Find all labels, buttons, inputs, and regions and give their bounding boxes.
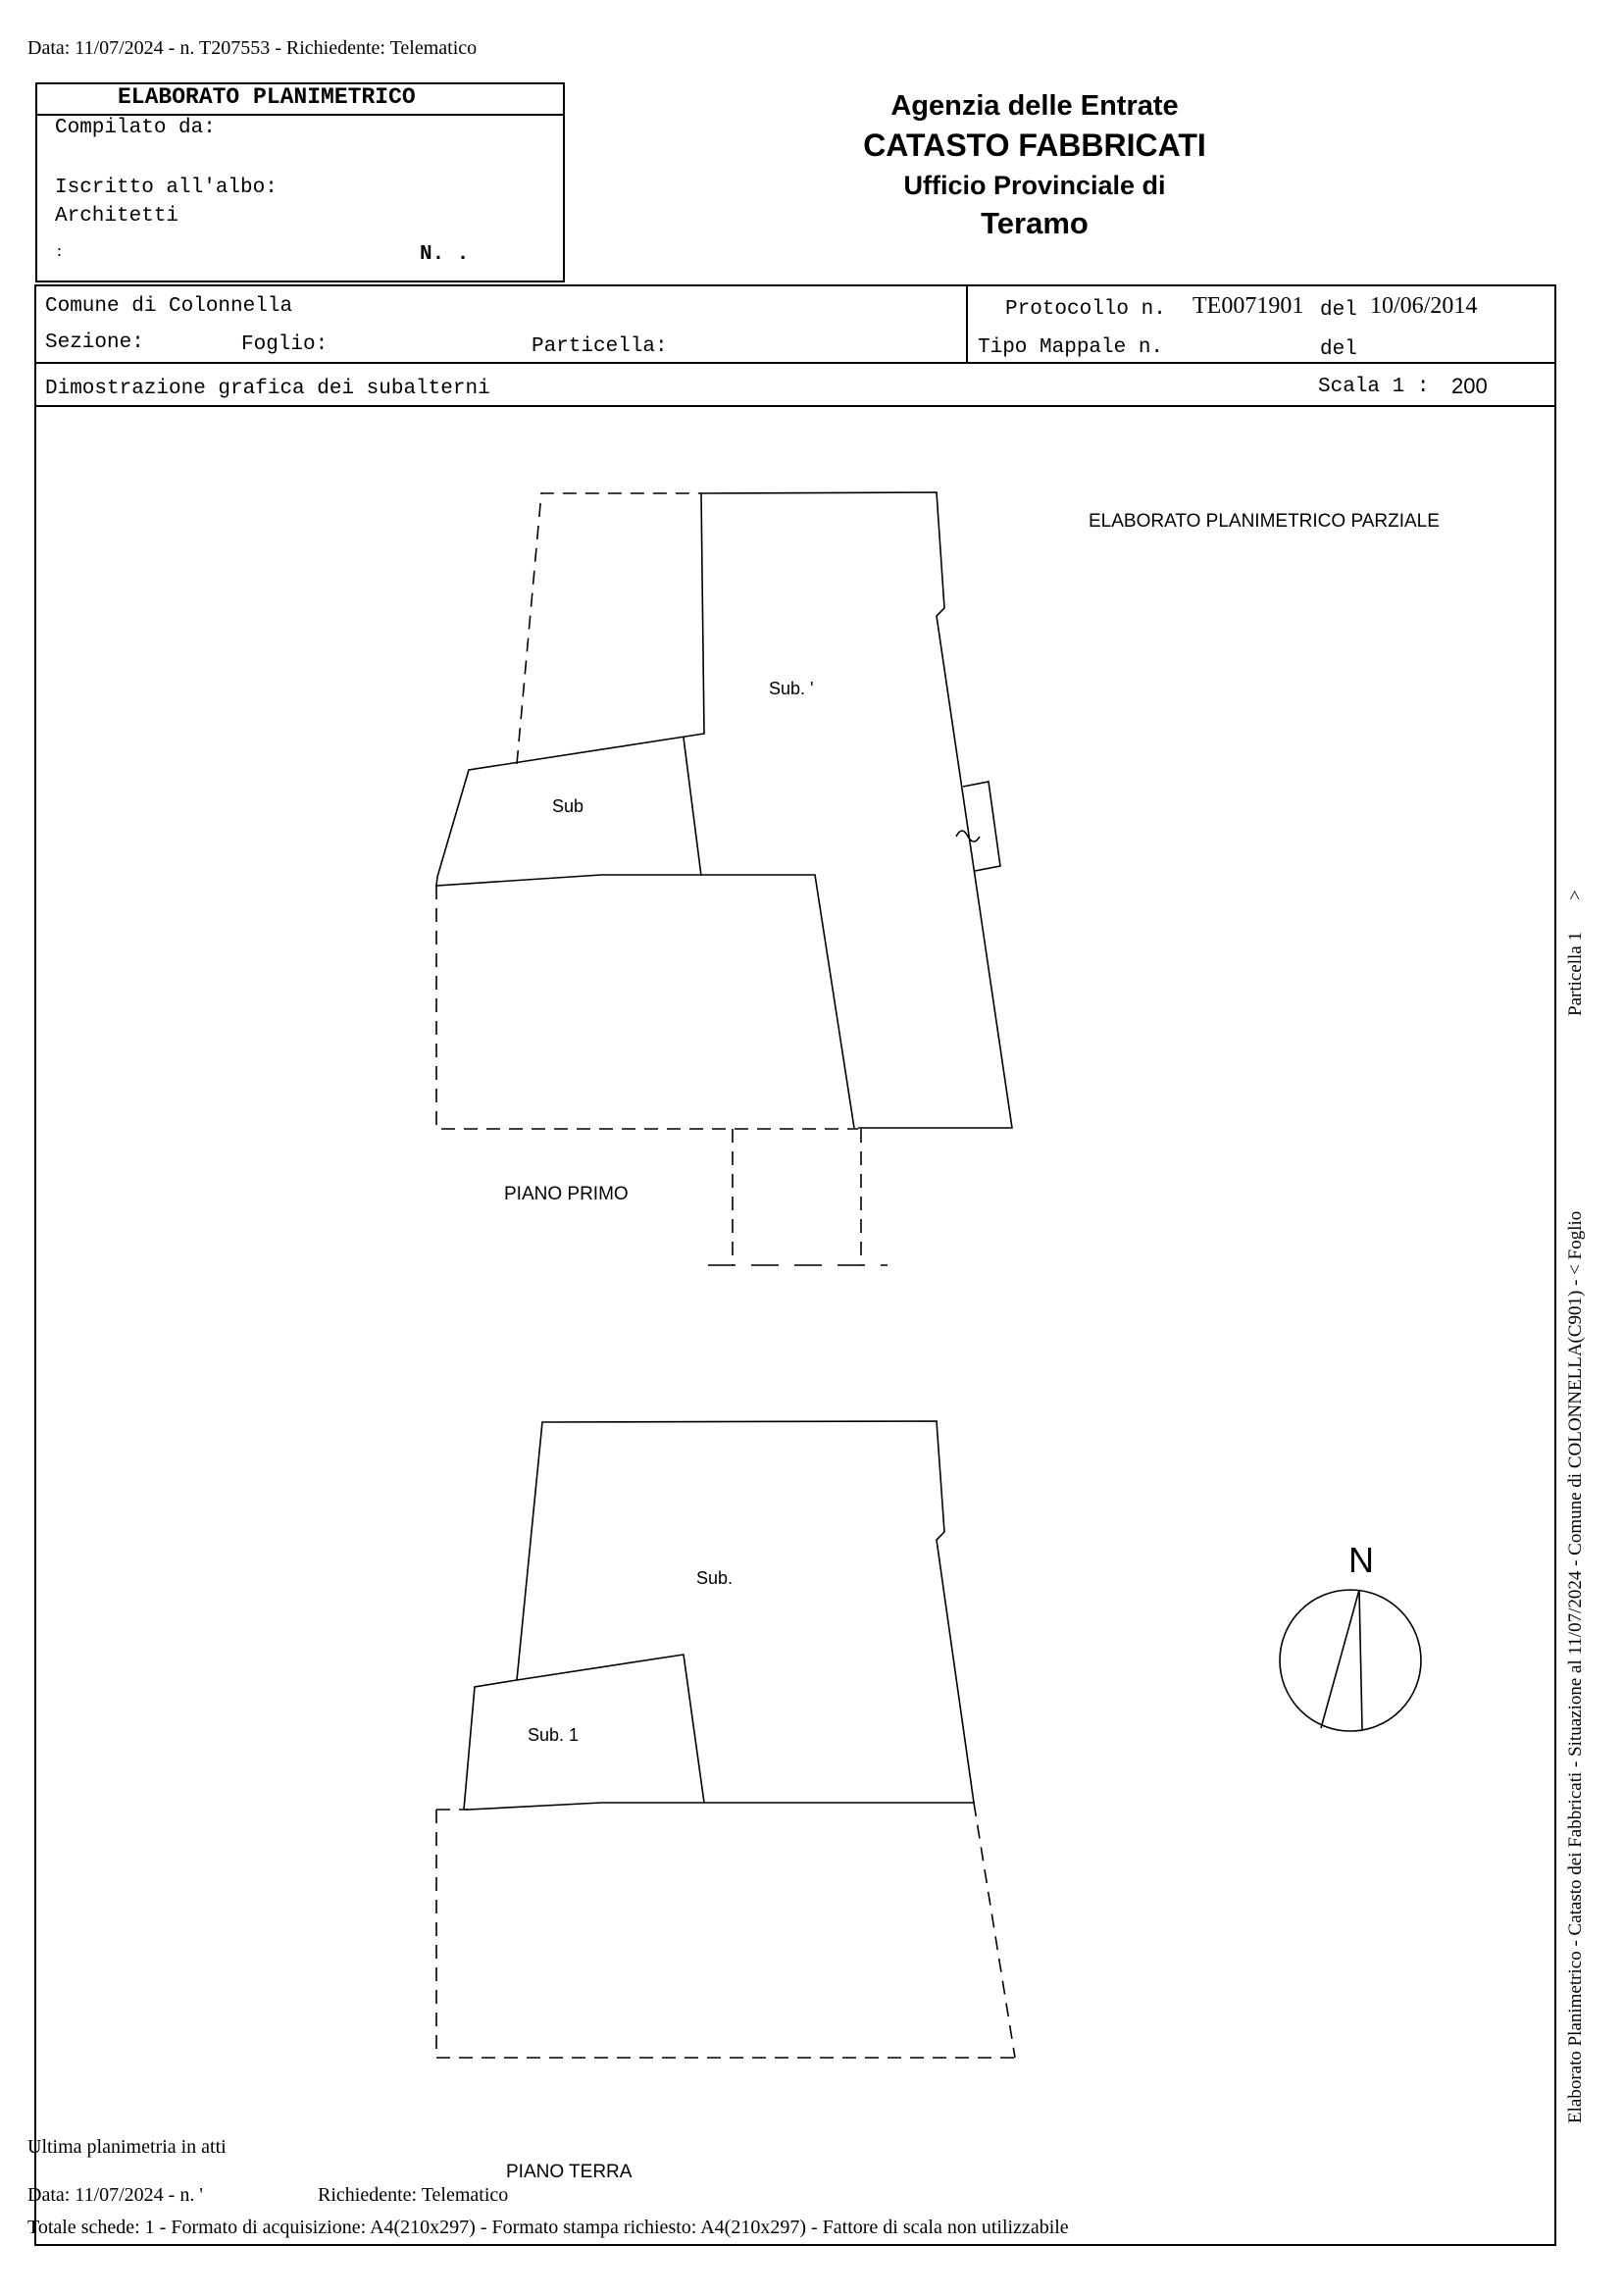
lower-divider	[464, 1655, 704, 1810]
lower-dashed-outline	[436, 1810, 1020, 2058]
upper-floor-plan	[436, 492, 1012, 1265]
side-particella-text: Particella 1	[1565, 932, 1586, 1016]
tipo-mappale-label: Tipo Mappale n.	[978, 336, 1164, 359]
north-label: N	[1348, 1540, 1374, 1580]
floor-first-label: PIANO PRIMO	[504, 1184, 629, 1204]
header-line: Data: 11/07/2024 - n. T207553 - Richiedente: Telematico	[27, 37, 478, 59]
side-divider-1	[1554, 927, 1556, 1015]
albo-value: Architetti	[55, 205, 179, 228]
foglio-label: Foglio:	[241, 333, 329, 356]
floor-ground-label: PIANO TERRA	[506, 2162, 633, 2182]
upper-balcony	[963, 782, 1000, 871]
lower-small-room	[464, 1680, 517, 1810]
particella-label: Particella:	[532, 335, 668, 358]
scala-value: 200	[1451, 374, 1488, 398]
sub-upper-small-label: Sub	[552, 796, 584, 816]
upper-divider-2	[684, 738, 701, 876]
protocollo-del-label: del	[1320, 299, 1357, 322]
side-divider-2	[1554, 1047, 1556, 2126]
sub-lower-big-label: Sub.	[696, 1568, 734, 1588]
compilato-label: Compilato da:	[55, 117, 216, 139]
comune-label: Comune di Colonnella	[45, 295, 293, 318]
side-main-text: Elaborato Planimetrico - Catasto dei Fabbricati - Situazione al 11/07/2024 - Comune di COLONNELLA(C901) - < Foglio	[1565, 1210, 1586, 2123]
n-label: N. .	[420, 243, 470, 266]
compass-needle-2	[1359, 1590, 1362, 1729]
tipo-del-label: del	[1320, 338, 1357, 361]
sub-lower-small-label: Sub. 1	[528, 1725, 580, 1745]
agency-office: Ufficio Provinciale di	[903, 171, 1166, 200]
title-box-title: ELABORATO PLANIMETRICO	[118, 84, 416, 110]
upper-left-dashed-outline	[517, 493, 701, 764]
lower-floor-plan	[436, 1421, 1020, 2058]
lower-main-outline	[517, 1421, 974, 1803]
sezione-label: Sezione:	[45, 332, 144, 354]
last-plan-label: Ultima planimetria in atti	[27, 2136, 227, 2158]
agency-city: Teramo	[981, 206, 1089, 240]
footer-data-line: Data: 11/07/2024 - n. '	[27, 2184, 203, 2206]
agency-dept: CATASTO FABBRICATI	[863, 128, 1206, 163]
lower-dashed-right	[974, 1803, 1015, 2058]
north-compass	[1280, 1590, 1421, 1731]
compass-circle	[1280, 1590, 1421, 1731]
side-arrow: >	[1565, 890, 1586, 900]
protocollo-value: TE0071901	[1193, 293, 1304, 319]
upper-lower-dashed-outline	[436, 886, 858, 1129]
iscritto-label: Iscritto all'albo:	[55, 177, 278, 199]
prov-label: :	[55, 244, 65, 261]
protocollo-date: 10/06/2014	[1370, 293, 1478, 319]
footer-richiedente: Richiedente: Telematico	[318, 2184, 509, 2206]
partial-plan-label: ELABORATO PLANIMETRICO PARZIALE	[1089, 511, 1440, 532]
dimostrazione-label: Dimostrazione grafica dei subalterni	[45, 378, 490, 400]
sub-upper-big-label: Sub. '	[769, 679, 814, 698]
footer-totals: Totale schede: 1 - Formato di acquisizione: A4(210x297) - Formato stampa richiesto: A4(210x297) - Fattore di scala non utilizzabile	[27, 2217, 1069, 2238]
compass-needle-1	[1321, 1590, 1359, 1728]
scala-label: Scala 1 :	[1318, 376, 1430, 398]
upper-divider-1	[436, 493, 854, 1128]
agency-name: Agenzia delle Entrate	[890, 90, 1179, 122]
protocollo-label: Protocollo n.	[1005, 298, 1166, 321]
upper-main-outline	[701, 492, 1012, 1128]
